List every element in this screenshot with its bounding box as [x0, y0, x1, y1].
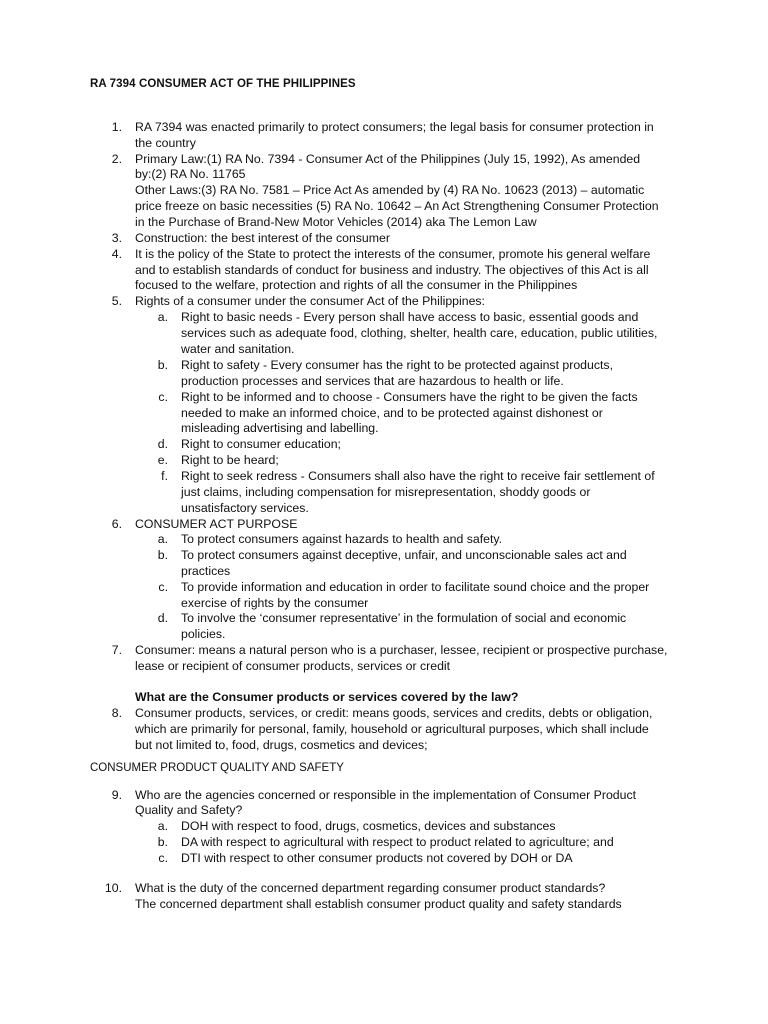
item-6d-line: policies. — [181, 627, 226, 641]
covered-products-question: What are the Consumer products or services covered by the law? — [135, 690, 519, 704]
item-1-line: RA 7394 was enacted primarily to protect consumers; the legal basis for consumer protection in — [135, 120, 654, 134]
item-10-line: What is the duty of the concerned department regarding consumer product standards? — [135, 881, 606, 895]
item-1-number: 1. — [111, 120, 122, 134]
item-10-line: The concerned department shall establish consumer product quality and safety standards — [135, 897, 622, 911]
item-5a-line: services such as adequate food, clothing, shelter, health care, education, public utilities, — [181, 326, 658, 340]
item-6a-letter: a. — [157, 532, 168, 546]
item-5-number: 5. — [111, 294, 122, 308]
item-5b-letter: b. — [157, 358, 168, 372]
item-9-number: 9. — [111, 788, 122, 802]
item-4-line: focused to the welfare, protection and rights of all the consumer in the Philippines — [135, 278, 578, 292]
item-9-line: Quality and Safety? — [135, 803, 243, 817]
item-10-number: 10. — [104, 881, 122, 895]
item-8-line: which are primarily for personal, family, household or agricultural purposes, which shall include — [135, 722, 649, 736]
item-4-line: and to establish standards of conduct for business and industry. The objectives of this Act is all — [135, 263, 649, 277]
item-2-number: 2. — [111, 152, 122, 166]
item-6c-line: exercise of rights by the consumer — [181, 596, 369, 610]
item-5c-letter: c. — [158, 390, 168, 404]
item-2-line: in the Purchase of Brand-New Motor Vehicles (2014) aka The Lemon Law — [135, 215, 537, 229]
item-4-line: It is the policy of the State to protect the interests of the consumer, promote his general welfare — [135, 247, 651, 261]
item-6a-line: To protect consumers against hazards to health and safety. — [181, 532, 503, 546]
item-4-number: 4. — [111, 247, 122, 261]
item-9c-line: DTI with respect to other consumer products not covered by DOH or DA — [181, 851, 573, 865]
item-5-line: Rights of a consumer under the consumer Act of the Philippines: — [135, 294, 485, 308]
item-7-line: lease or recipient of consumer products, services or credit — [135, 659, 451, 673]
section-heading: CONSUMER PRODUCT QUALITY AND SAFETY — [90, 762, 344, 774]
item-5a-line: water and sanitation. — [181, 342, 295, 356]
item-5b-line: production processes and services that are hazardous to health or life. — [181, 374, 564, 388]
item-6d-letter: d. — [157, 611, 168, 625]
item-8-line: Consumer products, services, or credit: means goods, services and credits, debts or obligation, — [135, 706, 653, 720]
item-2-line: Primary Law:(1) RA No. 7394 - Consumer Act of the Philippines (July 15, 1992), As amended — [135, 152, 641, 166]
item-9a-line: DOH with respect to food, drugs, cosmetics, devices and substances — [181, 819, 556, 833]
item-2-line: by:(2) RA No. 11765 — [135, 167, 246, 181]
item-5e-letter: e. — [157, 453, 168, 467]
item-6b-line: To protect consumers against deceptive, unfair, and unconscionable sales act and — [181, 548, 627, 562]
document-title: RA 7394 CONSUMER ACT OF THE PHILIPPINES — [90, 78, 356, 90]
item-3-number: 3. — [111, 231, 122, 245]
item-6b-letter: b. — [157, 548, 168, 562]
item-5c-line: Right to be informed and to choose - Consumers have the right to be given the facts — [181, 390, 638, 404]
item-9c-letter: c. — [158, 851, 168, 865]
item-5c-line: misleading advertising and labelling. — [181, 421, 379, 435]
item-7-line: Consumer: means a natural person who is a purchaser, lessee, recipient or prospective purchase, — [135, 643, 668, 657]
item-9b-letter: b. — [157, 835, 168, 849]
item-2-line: price freeze on basic necessities (5) RA No. 10642 – An Act Strengthening Consumer Protection — [135, 199, 659, 213]
item-9a-letter: a. — [157, 819, 168, 833]
item-3-line: Construction: the best interest of the consumer — [135, 231, 390, 245]
item-5f-line: just claims, including compensation for misrepresentation, shoddy goods or — [181, 485, 591, 499]
item-1-line: the country — [135, 136, 196, 150]
item-5d-line: Right to consumer education; — [181, 437, 341, 451]
item-9-line: Who are the agencies concerned or responsible in the implementation of Consumer Product — [135, 788, 637, 802]
item-2-line: Other Laws:(3) RA No. 7581 – Price Act As amended by (4) RA No. 10623 (2013) – automatic — [135, 183, 645, 197]
item-8-line: but not limited to, food, drugs, cosmetics and devices; — [135, 738, 428, 752]
item-5a-letter: a. — [157, 310, 168, 324]
item-6-line: CONSUMER ACT PURPOSE — [135, 517, 298, 531]
item-5c-line: needed to make an informed choice, and to be protected against dishonest or — [181, 406, 603, 420]
item-6d-line: To involve the ‘consumer representative’ in the formulation of social and economic — [181, 611, 627, 625]
item-7-number: 7. — [111, 643, 122, 657]
item-6-number: 6. — [111, 517, 122, 531]
item-9b-line: DA with respect to agricultural with respect to product related to agriculture; and — [181, 835, 614, 849]
item-8-number: 8. — [111, 706, 122, 720]
item-6c-letter: c. — [158, 580, 168, 594]
item-5b-line: Right to safety - Every consumer has the right to be protected against products, — [181, 358, 613, 372]
item-6b-line: practices — [181, 564, 231, 578]
item-5f-line: unsatisfactory services. — [181, 501, 309, 515]
item-5a-line: Right to basic needs - Every person shall have access to basic, essential goods and — [181, 310, 639, 324]
item-6c-line: To provide information and education in order to facilitate sound choice and the proper — [181, 580, 650, 594]
item-5d-letter: d. — [157, 437, 168, 451]
item-5f-letter: f. — [161, 469, 168, 483]
item-5e-line: Right to be heard; — [181, 453, 279, 467]
item-5f-line: Right to seek redress - Consumers shall also have the right to receive fair settlement of — [181, 469, 655, 483]
